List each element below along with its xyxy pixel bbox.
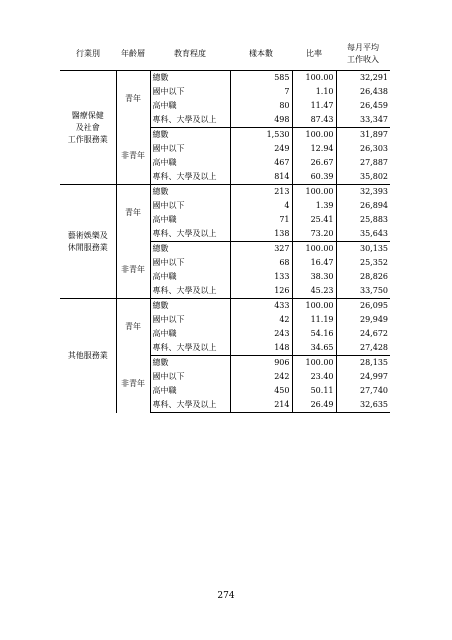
education-cell: 高中職 [150, 99, 230, 113]
sample-size-cell: 4 [230, 199, 292, 213]
ratio-cell: 50.11 [292, 384, 336, 398]
ratio-cell: 16.47 [292, 256, 336, 270]
sample-size-cell: 327 [230, 242, 292, 257]
table-header-row [60, 38, 390, 71]
ratio-cell: 45.23 [292, 284, 336, 299]
industry-cell [60, 185, 116, 299]
income-cell: 27,740 [360, 386, 388, 395]
header-income-line2: 工作收入 [347, 55, 379, 64]
education-cell: 高中職 [150, 156, 230, 170]
sample-size-cell: 42 [230, 313, 292, 327]
education-cell: 高中職 [150, 327, 230, 341]
sample-size-cell: 71 [230, 213, 292, 227]
education-cell: 國中以下 [150, 370, 230, 384]
income-cell: 32,635 [336, 398, 390, 413]
education-cell: 專科、大學及以上 [150, 113, 230, 128]
age-group-cell: 青年 [116, 185, 150, 242]
sample-size-cell: 213 [230, 185, 292, 200]
ratio-cell: 54.16 [292, 327, 336, 341]
education-cell: 國中以下 [150, 313, 230, 327]
education-cell: 總數 [150, 299, 230, 314]
table-row [60, 71, 390, 86]
header-monthly-income [336, 38, 390, 71]
age-group-cell: 非青年 [116, 356, 150, 413]
education-cell: 高中職 [150, 270, 230, 284]
ratio-cell: 100.00 [292, 185, 336, 200]
income-cell: 26,095 [336, 299, 390, 314]
sample-size-cell: 214 [230, 398, 292, 413]
age-group-cell: 非青年 [116, 128, 150, 185]
education-cell: 專科、大學及以上 [150, 341, 230, 356]
header-ratio: 比率 [292, 38, 336, 71]
ratio-cell: 100.00 [292, 299, 336, 314]
income-cell: 28,826 [360, 272, 388, 281]
ratio-cell: 23.40 [292, 370, 336, 384]
income-cell: 24,997 [360, 372, 388, 381]
ratio-cell: 100.00 [292, 356, 336, 371]
age-group-cell: 青年 [116, 299, 150, 356]
sample-size-cell: 1,530 [230, 128, 292, 143]
education-cell: 總數 [150, 71, 230, 86]
income-cell: 24,672 [360, 329, 388, 338]
education-cell: 總數 [150, 242, 230, 257]
sample-size-cell: 242 [230, 370, 292, 384]
income-cell: 25,883 [360, 215, 388, 224]
ratio-cell: 34.65 [292, 341, 336, 356]
education-cell: 專科、大學及以上 [150, 284, 230, 299]
sample-size-cell: 243 [230, 327, 292, 341]
education-cell: 國中以下 [150, 85, 230, 99]
sample-size-cell: 585 [230, 71, 292, 86]
income-cell: 31,897 [336, 128, 390, 143]
sample-size-cell: 814 [230, 170, 292, 185]
education-cell: 總數 [150, 185, 230, 200]
sample-size-cell: 7 [230, 85, 292, 99]
page-number: 274 [217, 591, 235, 601]
sample-size-cell: 249 [230, 142, 292, 156]
sample-size-cell: 133 [230, 270, 292, 284]
income-cell: 33,347 [360, 115, 388, 124]
sample-size-cell: 80 [230, 99, 292, 113]
income-cell: 33,750 [360, 286, 388, 295]
income-cell: 26,459 [360, 101, 388, 110]
education-cell: 國中以下 [150, 142, 230, 156]
income-cell: 35,802 [360, 172, 388, 181]
education-cell: 國中以下 [150, 256, 230, 270]
sample-size-cell: 433 [230, 299, 292, 314]
header-education: 教育程度 [150, 38, 230, 71]
ratio-cell: 38.30 [292, 270, 336, 284]
education-cell: 高中職 [150, 384, 230, 398]
ratio-cell: 1.10 [292, 85, 336, 99]
header-income-line1: 每月平均 [347, 43, 379, 52]
industry-label-line: 藝術娛樂及 [67, 230, 108, 240]
education-cell: 國中以下 [150, 199, 230, 213]
sample-size-cell: 126 [230, 284, 292, 299]
industry-label-line: 工作服務業 [67, 134, 108, 144]
age-group-cell: 青年 [116, 71, 150, 128]
ratio-cell: 11.19 [292, 313, 336, 327]
income-cell: 26,438 [360, 87, 388, 96]
sample-size-cell: 467 [230, 156, 292, 170]
ratio-cell: 11.47 [292, 99, 336, 113]
header-industry: 行業別 [60, 38, 116, 71]
education-cell: 總數 [150, 356, 230, 371]
ratio-cell: 87.43 [292, 113, 336, 128]
income-cell: 25,352 [360, 258, 388, 267]
industry-label-line: 其他服務業 [67, 350, 108, 360]
statistics-table [60, 38, 390, 413]
sample-size-cell: 148 [230, 341, 292, 356]
table-row [60, 185, 390, 200]
sample-size-cell: 68 [230, 256, 292, 270]
income-cell: 30,135 [336, 242, 390, 257]
income-cell: 35,643 [360, 229, 388, 238]
industry-label-line: 醫療保健 [71, 110, 104, 120]
sample-size-cell: 138 [230, 227, 292, 242]
education-cell: 高中職 [150, 213, 230, 227]
industry-cell [60, 71, 116, 185]
ratio-cell: 100.00 [292, 71, 336, 86]
income-cell: 26,894 [360, 201, 388, 210]
ratio-cell: 25.41 [292, 213, 336, 227]
income-cell: 26,303 [360, 144, 388, 153]
industry-cell [60, 299, 116, 413]
ratio-cell: 12.94 [292, 142, 336, 156]
education-cell: 專科、大學及以上 [150, 227, 230, 242]
income-cell: 32,291 [360, 73, 388, 82]
income-cell: 27,887 [360, 158, 388, 167]
ratio-cell: 100.00 [292, 128, 336, 143]
sample-size-cell: 498 [230, 113, 292, 128]
ratio-cell: 26.49 [292, 398, 336, 413]
table-body [60, 71, 390, 413]
ratio-cell: 73.20 [292, 227, 336, 242]
sample-size-cell: 450 [230, 384, 292, 398]
ratio-cell: 60.39 [292, 170, 336, 185]
income-cell: 32,393 [336, 185, 390, 200]
header-sample-size: 樣本數 [230, 38, 292, 71]
ratio-cell: 100.00 [292, 242, 336, 257]
income-cell: 29,949 [360, 315, 388, 324]
industry-label-line: 休閒服務業 [67, 242, 108, 252]
table-row [60, 299, 390, 314]
income-cell: 27,428 [360, 343, 388, 352]
sample-size-cell: 906 [230, 356, 292, 371]
ratio-cell: 1.39 [292, 199, 336, 213]
income-cell: 28,135 [336, 356, 390, 371]
education-cell: 總數 [150, 128, 230, 143]
education-cell: 專科、大學及以上 [150, 398, 230, 413]
education-cell: 專科、大學及以上 [150, 170, 230, 185]
header-age: 年齡層 [116, 38, 150, 71]
industry-label-line: 及社會 [75, 122, 100, 132]
age-group-cell: 非青年 [116, 242, 150, 299]
ratio-cell: 26.67 [292, 156, 336, 170]
